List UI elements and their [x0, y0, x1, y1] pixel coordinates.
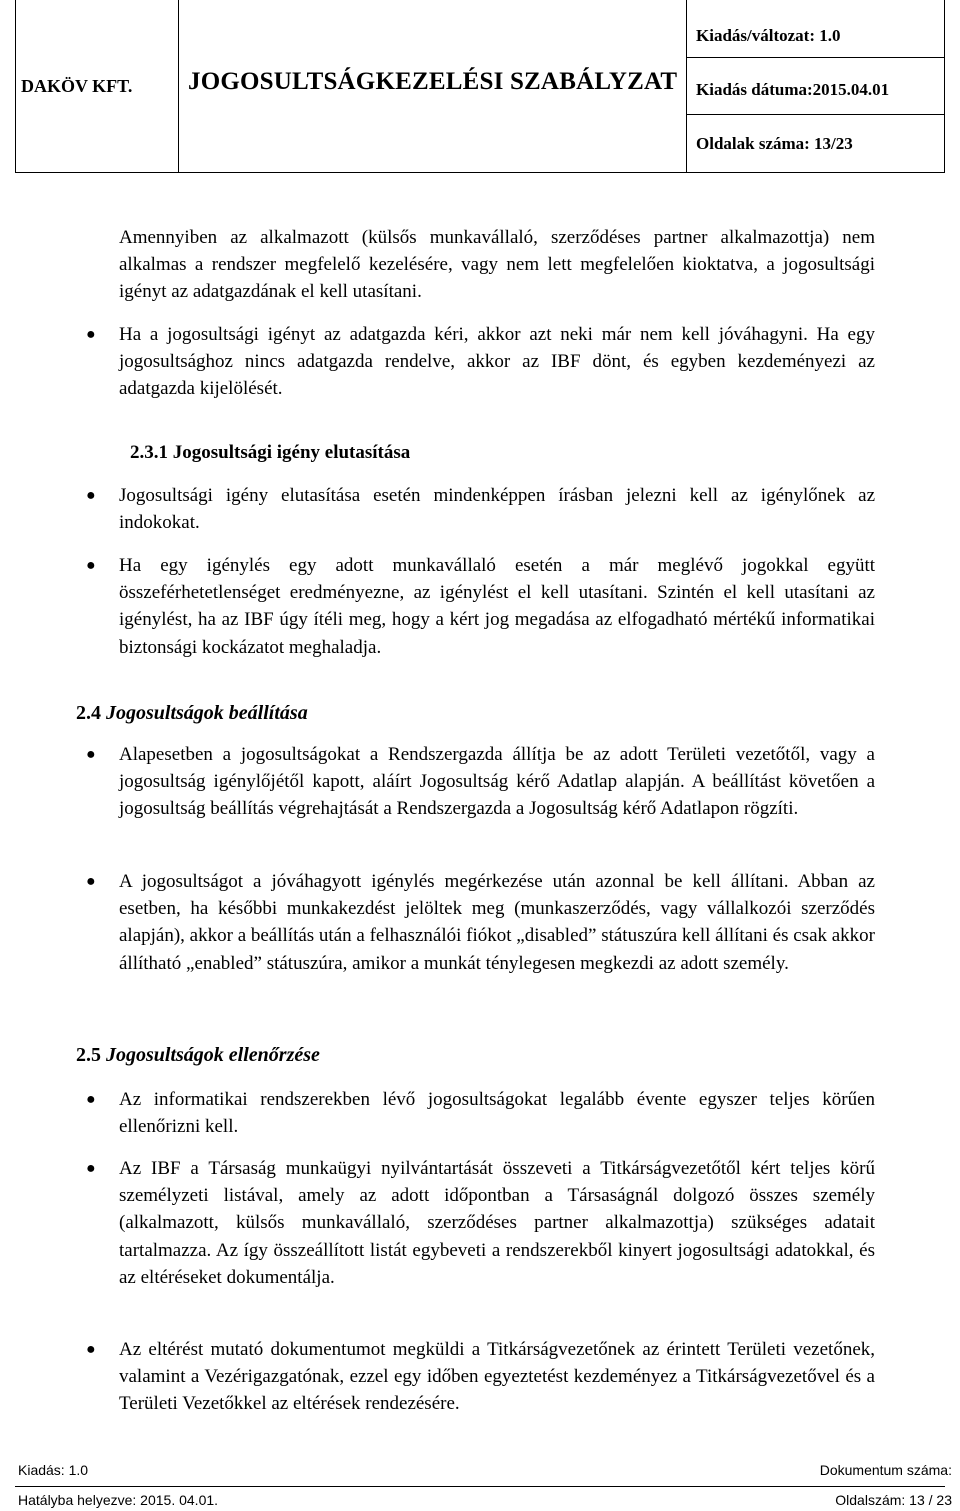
page-count-label: Oldalak száma: 13/23 [696, 134, 853, 153]
document-title: JOGOSULTSÁGKEZELÉSI SZABÁLYZAT [188, 68, 678, 95]
version-label: Kiadás/változat: 1.0 [696, 26, 841, 45]
subsection-heading: 2.3.1 Jogosultsági igény elutasítása [130, 442, 411, 463]
bullet-icon: ● [86, 1341, 96, 1358]
footer-divider [15, 1486, 945, 1487]
header-divider [178, 0, 179, 172]
header-divider [686, 0, 687, 172]
footer-effective-date: Hatályba helyezve: 2015. 04.01. [18, 1492, 219, 1508]
intro-paragraph: Amennyiben az alkalmazott (külsős munkavállaló, szerződéses partner alkalmazottja) nem alkalmas a rendszer megfelelő kezelésére, vagy nem lett megfelelően kioktatva, a jogosultsági igényt az adatgazdának el kell utasítani. [119, 227, 875, 303]
bullet-icon: ● [86, 746, 96, 763]
bullet-icon: ● [86, 326, 96, 343]
list-item: Alapesetben a jogosultságokat a Rendszergazda állítja be az adott Területi vezetőtől, vagy a jogosultság igénylőjétől kapott, aláírt Jogosultság kérő Adatlap alapján. A beállítást követően a jogosultság beállítás végrehajtását a Rendszergazda a Jogosultság kérő Adatlapon rögzíti. [119, 744, 875, 820]
header-divider [686, 114, 944, 115]
section-number: 2.5 [76, 1044, 101, 1066]
footer-page-number: Oldalszám: 13 / 23 [835, 1492, 952, 1508]
footer-document-number: Dokumentum száma: [819, 1462, 952, 1478]
list-item: Az informatikai rendszerekben lévő jogosultságokat legalább évente egyszer teljes körűen ellenőrizni kell. [119, 1089, 875, 1138]
section-heading [76, 1044, 320, 1067]
list-item: Ha egy igénylés egy adott munkavállaló esetén a már meglévő jogokkal együtt összeférhetetlenséget eredményezne, az igénylést el kell utasítani. Szintén el kell utasítani az igénylést, ha az IBF úgy ítéli meg, hogy a kért jog megadása az elfogadható mértékű informatikai biztonsági kockázatot meghaladja. [119, 555, 875, 658]
section-title: Jogosultságok beállítása [106, 702, 308, 724]
header-divider [686, 57, 944, 58]
issue-date-label: Kiadás dátuma:2015.04.01 [696, 80, 890, 99]
company-name: DAKÖV KFT. [21, 76, 133, 96]
list-item: Az eltérést mutató dokumentumot megküldi a Titkárságvezetőnek az érintett Területi vezetőnek, valamint a Vezérigazgatónak, ezzel egy időben egyeztetést kezdeményez a Titkárságvezetővel és a Területi Vezetőkkel az eltérések rendezésére. [119, 1339, 875, 1415]
list-item: A jogosultságot a jóváhagyott igénylés megérkezése után azonnal be kell állítani. Abban az esetben, ha későbbi munkakezdést jelöltek meg (munkaszerződés, vagy vállalkozói szerződés alapján), akkor a beállítás után a felhasználói fiókot „disabled” státuszúra kell állítani és csak akkor állítható „enabled” státuszúra, amikor a munkát ténylegesen megkezdi az adott személy. [119, 871, 876, 974]
section-number: 2.4 [76, 702, 101, 724]
list-item: Jogosultsági igény elutasítása esetén mindenképpen írásban jelezni kell az igénylőnek az indokokat. [119, 485, 875, 534]
list-item: Ha a jogosultsági igényt az adatgazda kéri, akkor azt neki már nem kell jóváhagyni. Ha egy jogosultsághoz nincs adatgazda rendelve, akkor az IBF dönt, és egyben kezdeményezi az adatgazda kijelölését. [119, 324, 875, 400]
bullet-icon: ● [86, 873, 96, 890]
bullet-icon: ● [86, 487, 96, 504]
bullet-icon: ● [86, 1160, 96, 1177]
section-title: Jogosultságok ellenőrzése [106, 1044, 320, 1066]
bullet-icon: ● [86, 557, 96, 574]
bullet-icon: ● [86, 1091, 96, 1108]
document-header [15, 0, 945, 173]
list-item: Az IBF a Társaság munkaügyi nyilvántartását összeveti a Titkárságvezetőtől kért teljes körű személyzeti listával, amely az adott időpontban a Társaságnál dolgozó összes személy (alkalmazott, külsős munkavállaló, szerződéses partner alkalmazottja) szükséges adatait tartalmazza. Az így összeállított listát egybeveti a rendszerekből kinyert jogosultsági adatokkal, és az eltéréseket dokumentálja. [119, 1158, 875, 1288]
footer-edition: Kiadás: 1.0 [18, 1462, 89, 1478]
section-heading [76, 702, 308, 725]
